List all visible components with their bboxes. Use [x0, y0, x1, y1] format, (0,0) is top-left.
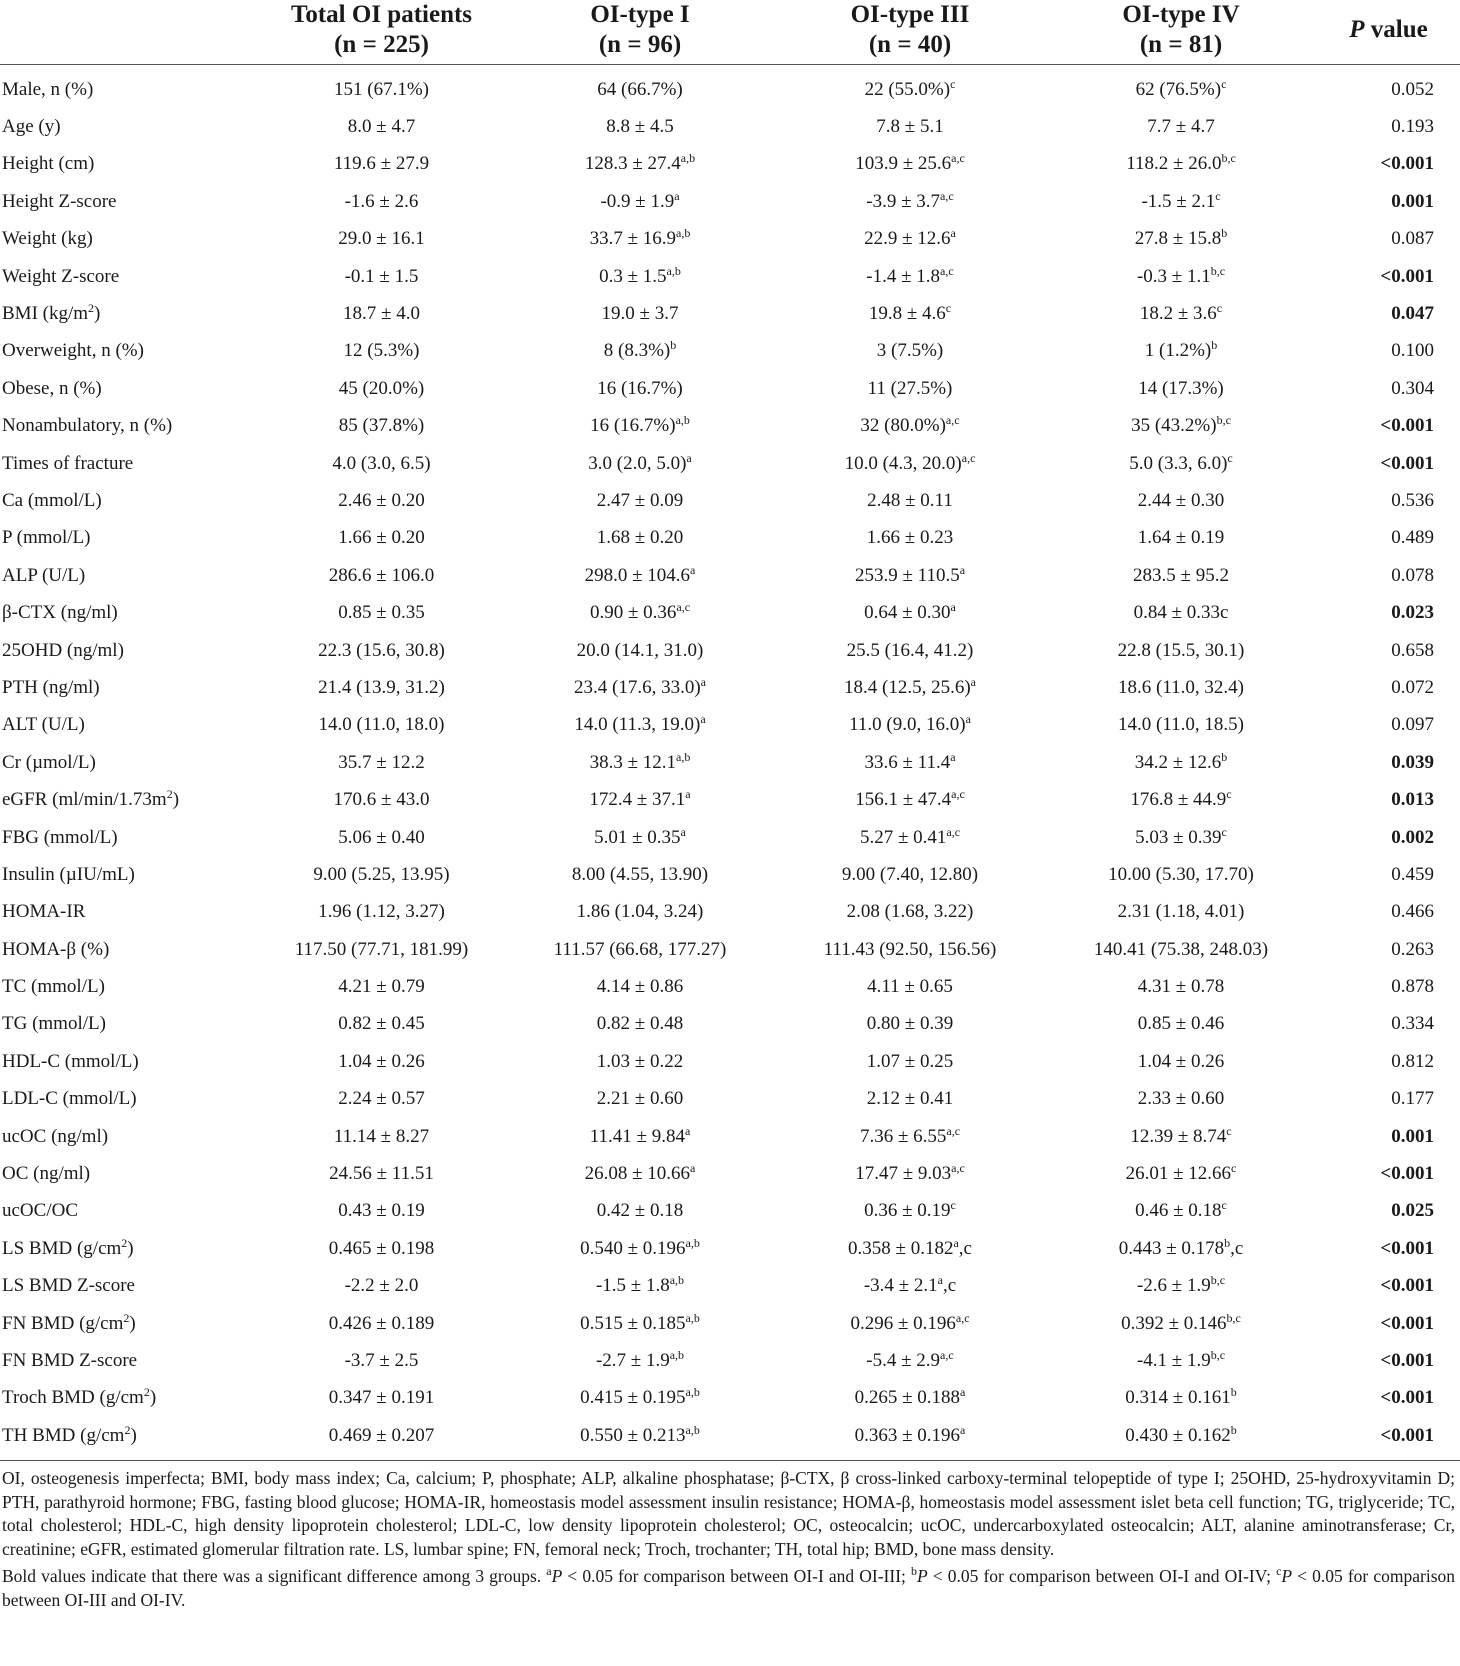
cell-variable: LDL-C (mmol/L)	[2, 1088, 137, 1110]
header-type-iii: OI-type III (n = 40)	[775, 0, 1045, 65]
table-row	[0, 1305, 1460, 1342]
cell-variable: HOMA-β (%)	[2, 938, 110, 960]
cell-total: 1.66 ± 0.20	[338, 527, 425, 549]
cell-variable: OC (ng/ml)	[2, 1163, 91, 1185]
cell-total: 12 (5.3%)	[343, 340, 420, 362]
cell-type-iv: 12.39 ± 8.74$^c$	[1130, 1123, 1232, 1147]
cell-type-iv: 14.0 (11.0, 18.5)	[1118, 714, 1244, 736]
cell-variable: ucOC/OC	[2, 1200, 78, 1222]
cell-type-iii: $7.36 \pm 6.55^{a,c}$	[859, 1123, 961, 1147]
cell-type-i: 172.4 ± 37.1$^a$	[589, 787, 691, 811]
cell-total: 151 (67.1%)	[334, 78, 429, 100]
cell-variable: Obese, n (%)	[2, 377, 102, 399]
cell-type-iii: 0.64 ± 0.30$^a$	[864, 600, 956, 624]
cell-total: 22.3 (15.6, 30.8)	[318, 639, 445, 661]
cell-variable: PTH (ng/ml)	[2, 676, 100, 698]
cell-variable: LS BMD Z-score	[2, 1275, 135, 1297]
cell-type-iii: 33.6 ± 11.4$^a$	[864, 749, 956, 773]
cell-p-value: <0.001	[1380, 1237, 1434, 1259]
footnote-b-p: P	[916, 1566, 928, 1587]
cell-type-i: 16 $(16.7\%)^{a,b}$	[590, 413, 690, 437]
cell-variable: LS BMD $(g/cm^2)$	[2, 1235, 134, 1259]
cell-type-i: 111.57 (66.68, 177.27)	[553, 938, 727, 960]
header-total: Total OI patients (n = 225)	[258, 0, 505, 65]
cell-p-value: 0.100	[1391, 340, 1434, 362]
cell-p-value: <0.001	[1380, 1163, 1434, 1185]
cell-type-i: 16 (16.7%)	[597, 377, 683, 399]
cell-type-iii: 10.0 (4.3, 20.0)$^{a,c}$	[844, 450, 976, 474]
table-row	[0, 1043, 1460, 1080]
footnote-c-mark: c	[1276, 1564, 1282, 1579]
table-row	[0, 183, 1460, 220]
table-row	[0, 370, 1460, 407]
footnote-a-mark: a	[546, 1564, 552, 1579]
cell-type-i: 0.82 ± 0.48	[596, 1013, 684, 1035]
cell-variable: Weight (kg)	[2, 228, 93, 250]
cell-type-iii: 32 $(80.0\%)^{a,c}$	[860, 413, 960, 437]
cell-total: -3.7 ± 2.5	[344, 1349, 419, 1371]
cell-type-iv: 10.00 (5.30, 17.70)	[1108, 863, 1254, 885]
cell-type-iii: $103.9 \pm 25.6^{a,c}$	[855, 151, 965, 175]
cell-type-i: 2.47 ± 0.09	[596, 489, 684, 511]
cell-type-iii: $156.1 \pm 47.4^{a,c}$	[855, 787, 965, 811]
cell-type-iv: 1.04 ± 0.26	[1137, 1050, 1225, 1072]
cell-type-i: 1.68 ± 0.20	[596, 527, 684, 549]
cell-p-value: <0.001	[1380, 415, 1434, 437]
cell-type-iv: 0.85 ± 0.46	[1137, 1013, 1225, 1035]
cell-variable: eGFR $(ml/\min/1.73m^2)$	[2, 787, 180, 811]
cell-type-i: 23.4 (17.6, 33.0)$^a$	[574, 674, 706, 698]
table-row	[0, 669, 1460, 706]
cell-type-iv: 22.8 (15.5, 30.1)	[1117, 639, 1245, 661]
cell-type-iii: 0.36 ± 0.19$^c$	[864, 1198, 956, 1222]
cell-p-value: 0.001	[1391, 1125, 1434, 1147]
cell-type-iv: 2.31 (1.18, 4.01)	[1117, 901, 1245, 923]
table-row	[0, 221, 1460, 258]
cell-type-iii: 0.363 ± 0.196$^a$	[854, 1422, 966, 1446]
table-row	[0, 333, 1460, 370]
table-row	[0, 819, 1460, 856]
cell-variable: Age (y)	[2, 116, 61, 138]
cell-p-value: 0.078	[1391, 564, 1434, 586]
table-row	[0, 1417, 1460, 1460]
cell-p-value: 0.878	[1391, 976, 1434, 998]
cell-p-value: 0.002	[1391, 826, 1434, 848]
cell-type-iv: 34.2 ± 12.6$^b$	[1134, 749, 1228, 773]
cell-total: 8.0 ± 4.7	[347, 116, 416, 138]
header-type-i: OI-type I (n = 96)	[505, 0, 775, 65]
cell-p-value: 0.097	[1391, 714, 1434, 736]
table-row	[0, 295, 1460, 332]
cell-p-value: <0.001	[1380, 452, 1434, 474]
cell-variable: Male, n (%)	[2, 78, 94, 100]
cell-type-iii: 25.5 (16.4, 41.2)	[846, 639, 974, 661]
cell-type-iii: 3 (7.5%)	[876, 340, 944, 362]
table-body	[0, 65, 1460, 1461]
cell-variable: FN BMD Z-score	[2, 1349, 138, 1371]
cell-variable: β-CTX (ng/ml)	[2, 602, 118, 624]
table-row	[0, 557, 1460, 594]
cell-type-iii: $-3.9 \pm 3.7^{a,c}$	[866, 188, 954, 212]
footnote-a-text: < 0.05 for comparison between OI-I and OI-III;	[562, 1566, 911, 1587]
cell-p-value: 0.025	[1391, 1200, 1434, 1222]
cell-total: 0.82 ± 0.45	[338, 1013, 425, 1035]
cell-type-i: $-2.7 \pm 1.9^{a,b}$	[595, 1347, 685, 1371]
cell-type-i: $0.3 \pm 1.5^{a,b}$	[599, 263, 681, 287]
cell-p-value: 0.304	[1391, 377, 1434, 399]
cell-type-iv: 0.443 ± 0.178$^b$,c	[1118, 1235, 1244, 1259]
cell-p-value: 0.489	[1391, 527, 1434, 549]
cell-p-value: <0.001	[1380, 1349, 1434, 1371]
cell-type-iii: 2.08 (1.68, 3.22)	[846, 901, 974, 923]
table-row	[0, 258, 1460, 295]
cell-type-iii: 22 $(55.0\%)^c$	[864, 76, 956, 100]
cell-type-i: $0.90 \pm 0.36^{a,c}$	[589, 600, 691, 624]
cell-variable: Cr (µmol/L)	[2, 751, 96, 773]
cell-type-iv: $-0.3 \pm 1.1^{b,c}$	[1136, 263, 1226, 287]
table-row	[0, 707, 1460, 744]
footnote-b-mark: b	[910, 1564, 917, 1579]
cell-variable: P (mmol/L)	[2, 527, 91, 549]
table-row	[0, 1193, 1460, 1230]
table-row	[0, 146, 1460, 183]
cell-p-value: 0.263	[1391, 938, 1434, 960]
cell-type-iv: -1.5 ± 2.1$^c$	[1141, 188, 1221, 212]
cell-type-iii: 0.265 ± 0.188$^a$	[854, 1385, 966, 1409]
table-row	[0, 968, 1460, 1005]
footnote-c-p: P	[1281, 1566, 1293, 1587]
cell-variable: HOMA-IR	[2, 901, 86, 923]
cell-type-iv: 2.44 ± 0.30	[1137, 489, 1225, 511]
cell-total: 29.0 ± 16.1	[338, 228, 425, 250]
table-row	[0, 520, 1460, 557]
cell-p-value: 0.052	[1391, 78, 1434, 100]
cell-total: 14.0 (11.0, 18.0)	[318, 714, 445, 736]
cell-type-iv: 5.03 ± 0.39$^c$	[1135, 824, 1227, 848]
cell-total: 4.21 ± 0.79	[338, 976, 425, 998]
cell-type-iii: 19.8 ± 4.6$^c$	[868, 301, 952, 325]
cell-total: 117.50 (77.71, 181.99)	[294, 938, 469, 960]
cell-type-i: 19.0 ± 3.7	[601, 303, 679, 325]
cell-total: 170.6 ± 43.0	[333, 789, 430, 811]
cell-type-iii: 11 (27.5%)	[867, 377, 953, 399]
cell-type-i: 5.01 ± 0.35$^a$	[594, 824, 686, 848]
cell-type-iv: 1 $(1.2\%)^b$	[1144, 338, 1218, 362]
cell-p-value: <0.001	[1380, 1275, 1434, 1297]
footnote-abbreviations-text: OI, osteogenesis imperfecta; BMI, body mass index; Ca, calcium; P, phosphate; ALP, alkaline phosphatase; β-CTX, β cross-linked carboxy-terminal telopeptide of type I; 25OHD, 25-hydroxyvitamin D; PTH, parathyroid hormone; FBG, fasting blood glucose; HOMA-IR, homeostasis model assessment insulin resistance; HOMA-β, homeostasis model assessment islet beta cell function; TG, triglyceride; TC, total cholesterol; HDL-C, high density lipoprotein cholesterol; LDL-C, low density lipoprotein cholesterol; OC, osteocalcin; ucOC, undercarboxylated osteocalcin; ALT, alanine aminotransferase; Cr, creatinine; eGFR, estimated glomerular filtration rate. LS, lumbar spine; FN, femoral neck; Troch, trochanter; TH, total hip; BMD, bone mass density.	[2, 1468, 1455, 1559]
cell-total: 0.85 ± 0.35	[338, 602, 425, 624]
cell-total: 1.96 (1.12, 3.27)	[318, 901, 445, 923]
table-row	[0, 1155, 1460, 1192]
cell-type-iii: 11.0 (9.0, 16.0)$^a$	[849, 712, 971, 736]
cell-p-value: 0.459	[1391, 863, 1434, 885]
cell-variable: 25OHD (ng/ml)	[2, 639, 124, 661]
cell-total: 0.43 ± 0.19	[338, 1200, 425, 1222]
cell-type-i: $128.3 \pm 27.4^{a,b}$	[584, 151, 696, 175]
table-row	[0, 1006, 1460, 1043]
cell-variable: Height (cm)	[2, 153, 95, 175]
cell-type-i: 0.42 ± 0.18	[596, 1200, 684, 1222]
cell-type-iii: 9.00 (7.40, 12.80)	[841, 863, 979, 885]
cell-variable: Times of fracture	[2, 452, 134, 474]
cell-type-iv: 0.46 ± 0.18$^c$	[1135, 1198, 1227, 1222]
header-p-value: P value	[1317, 0, 1460, 65]
table-row	[0, 482, 1460, 519]
footnote-b-text: < 0.05 for comparison between OI-I and OI-IV;	[927, 1566, 1277, 1587]
cell-type-iv: 5.0 (3.3, 6.0)$^c$	[1129, 450, 1233, 474]
cell-type-iv: 14 (17.3%)	[1138, 377, 1224, 399]
header-variable	[0, 0, 258, 65]
cell-total: 0.469 ± 0.207	[328, 1424, 435, 1446]
cell-total: 45 (20.0%)	[338, 377, 425, 399]
cell-total: 0.465 ± 0.198	[328, 1237, 435, 1259]
cell-type-i: 11.41 ± 9.84$^a$	[589, 1123, 691, 1147]
cell-p-value: <0.001	[1380, 1424, 1434, 1446]
cell-type-iv: $-4.1 \pm 1.9^{b,c}$	[1136, 1347, 1226, 1371]
cell-p-value: <0.001	[1380, 1312, 1434, 1334]
cell-total: -0.1 ± 1.5	[344, 265, 419, 287]
cell-variable: TC (mmol/L)	[2, 976, 105, 998]
cell-p-value: 0.047	[1391, 303, 1434, 325]
cell-type-iv: 18.2 ± 3.6$^c$	[1139, 301, 1223, 325]
cell-type-iii: $-1.4 \pm 1.8^{a,c}$	[866, 263, 954, 287]
table-row	[0, 445, 1460, 482]
cell-total: 119.6 ± 27.9	[333, 153, 430, 175]
cell-total: 5.06 ± 0.40	[338, 826, 425, 848]
cell-type-iv: 140.41 (75.38, 248.03)	[1093, 938, 1269, 960]
cell-variable: ALT (U/L)	[2, 714, 85, 736]
cell-type-i: 1.86 (1.04, 3.24)	[576, 901, 704, 923]
cell-variable: Ca (mmol/L)	[2, 489, 102, 511]
cell-p-value: 0.812	[1391, 1050, 1434, 1072]
cell-type-i: 8 $(8.3\%)^b$	[603, 338, 677, 362]
footnote-a-p: P	[551, 1566, 563, 1587]
cell-type-i: 64 (66.7%)	[597, 78, 683, 100]
cell-variable: BMI $(kg/m^2)$	[2, 301, 101, 325]
cell-total: 11.14 ± 8.27	[333, 1125, 430, 1147]
cell-type-i: -0.9 ± 1.9$^a$	[600, 188, 680, 212]
cell-p-value: 0.177	[1391, 1088, 1434, 1110]
table-row	[0, 108, 1460, 145]
cell-total: 2.46 ± 0.20	[338, 489, 425, 511]
cell-type-i: $38.3 \pm 12.1^{a,b}$	[589, 749, 691, 773]
cell-total: 85 (37.8%)	[338, 415, 425, 437]
cell-p-value: 0.087	[1391, 228, 1434, 250]
table-row	[0, 1342, 1460, 1379]
cell-total: 18.7 ± 4.0	[343, 303, 420, 325]
header-row	[0, 0, 1460, 65]
cell-total: 24.56 ± 11.51	[329, 1163, 434, 1185]
cell-p-value: 0.334	[1391, 1013, 1434, 1035]
cell-type-iv: $0.392 \pm 0.146^{b,c}$	[1121, 1310, 1241, 1334]
cell-type-iv: 283.5 ± 95.2	[1133, 564, 1229, 586]
cell-variable: Height Z-score	[2, 190, 117, 212]
cell-variable: Insulin (µIU/mL)	[2, 863, 135, 885]
cell-type-iii: $17.47 \pm 9.03^{a,c}$	[855, 1161, 965, 1185]
cell-type-i: 20.0 (14.1, 31.0)	[576, 639, 704, 661]
cell-p-value: <0.001	[1380, 1387, 1434, 1409]
cell-p-value: 0.023	[1391, 602, 1434, 624]
cell-type-iii: 0.80 ± 0.39	[866, 1013, 954, 1035]
table-row	[0, 1081, 1460, 1118]
table-row	[0, 632, 1460, 669]
cell-type-iii: 2.12 ± 0.41	[866, 1088, 954, 1110]
cell-type-iii: 0.358 ± 0.182$^a$,c	[848, 1235, 972, 1259]
cell-p-value: 0.658	[1391, 639, 1434, 661]
cell-total: 286.6 ± 106.0	[328, 564, 435, 586]
cell-type-i: 298.0 ± 104.6$^a$	[584, 562, 696, 586]
cell-variable: FBG (mmol/L)	[2, 826, 118, 848]
table-row	[0, 1118, 1460, 1155]
cell-type-iv: 62 $(76.5\%)^c$	[1135, 76, 1227, 100]
cell-type-i: 8.00 (4.55, 13.90)	[571, 863, 709, 885]
cell-type-i: 1.03 ± 0.22	[596, 1050, 684, 1072]
cell-type-i: 2.21 ± 0.60	[596, 1088, 684, 1110]
cell-variable: TG (mmol/L)	[2, 1013, 106, 1035]
cell-total: 9.00 (5.25, 13.95)	[313, 863, 450, 885]
cell-type-iv: 0.314 ± 0.161$^b$	[1125, 1385, 1237, 1409]
cell-type-iii: 7.8 ± 5.1	[876, 116, 944, 138]
cell-type-iii: 22.9 ± 12.6$^a$	[864, 226, 956, 250]
cell-total: 0.426 ± 0.189	[328, 1312, 435, 1334]
cell-p-value: 0.536	[1391, 489, 1434, 511]
cell-variable: TH BMD $(g/cm^2)$	[2, 1422, 137, 1446]
table-row	[0, 408, 1460, 445]
cell-type-iv: 0.430 ± 0.162$^b$	[1125, 1422, 1237, 1446]
cell-type-iv: 7.7 ± 4.7	[1147, 116, 1215, 138]
cell-type-iv: 176.8 ± 44.9$^c$	[1130, 787, 1232, 811]
cell-p-value: 0.072	[1391, 676, 1434, 698]
cell-type-iii: 1.07 ± 0.25	[866, 1050, 954, 1072]
cell-variable: Nonambulatory, n (%)	[2, 415, 173, 437]
cell-type-i: 4.14 ± 0.86	[596, 976, 684, 998]
cell-type-iii: $0.296 \pm 0.196^{a,c}$	[850, 1310, 970, 1334]
cell-p-value: 0.466	[1391, 901, 1434, 923]
cell-total: 2.24 ± 0.57	[338, 1088, 425, 1110]
cell-type-iv: 27.8 ± 15.8$^b$	[1134, 226, 1228, 250]
cell-type-i: $0.550 \pm 0.213^{a,b}$	[580, 1422, 700, 1446]
cell-total: 0.347 ± 0.191	[328, 1387, 435, 1409]
cell-p-value: 0.193	[1391, 116, 1434, 138]
cell-type-iv: 26.01 ± 12.66$^c$	[1125, 1161, 1237, 1185]
cell-type-i: $0.540 \pm 0.196^{a,b}$	[580, 1235, 700, 1259]
cell-type-iii: -3.4 ± 2.1$^a$,c	[863, 1273, 957, 1297]
cell-type-iii: $5.27 \pm 0.41^{a,c}$	[859, 824, 961, 848]
cell-total: -2.2 ± 2.0	[344, 1275, 419, 1297]
cell-type-iii: 4.11 ± 0.65	[867, 976, 953, 998]
cell-type-i: 3.0 (2.0, 5.0)$^a$	[588, 450, 692, 474]
cell-type-i: $-1.5 \pm 1.8^{a,b}$	[595, 1273, 685, 1297]
header-type-iv: OI-type IV (n = 81)	[1045, 0, 1317, 65]
cell-type-iii: $-5.4 \pm 2.9^{a,c}$	[866, 1347, 954, 1371]
cell-type-iii: 111.43 (92.50, 156.56)	[823, 938, 997, 960]
cell-type-iv: $-2.6 \pm 1.9^{b,c}$	[1136, 1273, 1226, 1297]
cell-total: 35.7 ± 12.2	[338, 751, 425, 773]
table-row	[0, 856, 1460, 893]
cell-variable: Overweight, n (%)	[2, 340, 144, 362]
cell-type-iv: 4.31 ± 0.78	[1137, 976, 1225, 998]
cell-type-i: 26.08 ± 10.66$^a$	[584, 1161, 696, 1185]
cell-variable: HDL-C (mmol/L)	[2, 1050, 139, 1072]
table-row	[0, 1268, 1460, 1305]
cell-p-value: <0.001	[1380, 153, 1434, 175]
footnote-abbreviations	[0, 1461, 1458, 1612]
footnote-bold-text: Bold values indicate that there was a significant difference among 3 groups.	[2, 1566, 547, 1587]
table-row	[0, 894, 1460, 931]
footnote-c-text: < 0.05 for comparison between OI-III and OI-IV.	[2, 1566, 1455, 1610]
cell-type-iii: 18.4 (12.5, 25.6)$^a$	[844, 674, 976, 698]
cell-total: 1.04 ± 0.26	[338, 1050, 425, 1072]
cell-p-value: 0.001	[1391, 190, 1434, 212]
cell-type-i: $0.515 \pm 0.185^{a,b}$	[580, 1310, 700, 1334]
cell-type-i: $0.415 \pm 0.195^{a,b}$	[580, 1385, 700, 1409]
cell-variable: FN BMD $(g/cm^2)$	[2, 1310, 136, 1334]
table-row	[0, 1380, 1460, 1417]
cell-type-iv: 0.84 ± 0.33c	[1133, 602, 1229, 624]
cell-variable: Troch BMD $(g/cm^2)$	[2, 1385, 157, 1409]
table-row	[0, 65, 1460, 109]
cell-p-value: <0.001	[1380, 265, 1434, 287]
cell-total: 4.0 (3.0, 6.5)	[332, 452, 431, 474]
cell-variable: ALP (U/L)	[2, 564, 86, 586]
cell-variable: ucOC (ng/ml)	[2, 1125, 109, 1147]
cell-type-iii: 2.48 ± 0.11	[867, 489, 953, 511]
cell-type-iv: 1.64 ± 0.19	[1137, 527, 1225, 549]
cell-type-iv: 35 $(43.2\%)^{b,c}$	[1131, 413, 1231, 437]
table-row	[0, 744, 1460, 781]
cell-type-iii: 1.66 ± 0.23	[866, 527, 954, 549]
cell-type-i: 8.8 ± 4.5	[606, 116, 674, 138]
cell-variable: Weight Z-score	[2, 265, 120, 287]
cell-p-value: 0.039	[1391, 751, 1434, 773]
cell-total: 21.4 (13.9, 31.2)	[318, 676, 445, 698]
cell-type-i: 14.0 (11.3, 19.0)$^a$	[574, 712, 706, 736]
cell-type-iii: 253.9 ± 110.5$^a$	[854, 562, 966, 586]
table-row	[0, 594, 1460, 631]
footnote-significance	[2, 1561, 1455, 1612]
cell-type-iv: 2.33 ± 0.60	[1137, 1088, 1225, 1110]
table-row	[0, 781, 1460, 818]
cell-total: -1.6 ± 2.6	[344, 190, 419, 212]
table-row	[0, 1230, 1460, 1267]
cell-type-iv: 18.6 (11.0, 32.4)	[1118, 676, 1244, 698]
cell-p-value: 0.013	[1391, 789, 1434, 811]
cell-type-i: $33.7 \pm 16.9^{a,b}$	[589, 226, 691, 250]
cell-type-iv: $118.2 \pm 26.0^{b,c}$	[1126, 151, 1236, 175]
table-row	[0, 931, 1460, 968]
